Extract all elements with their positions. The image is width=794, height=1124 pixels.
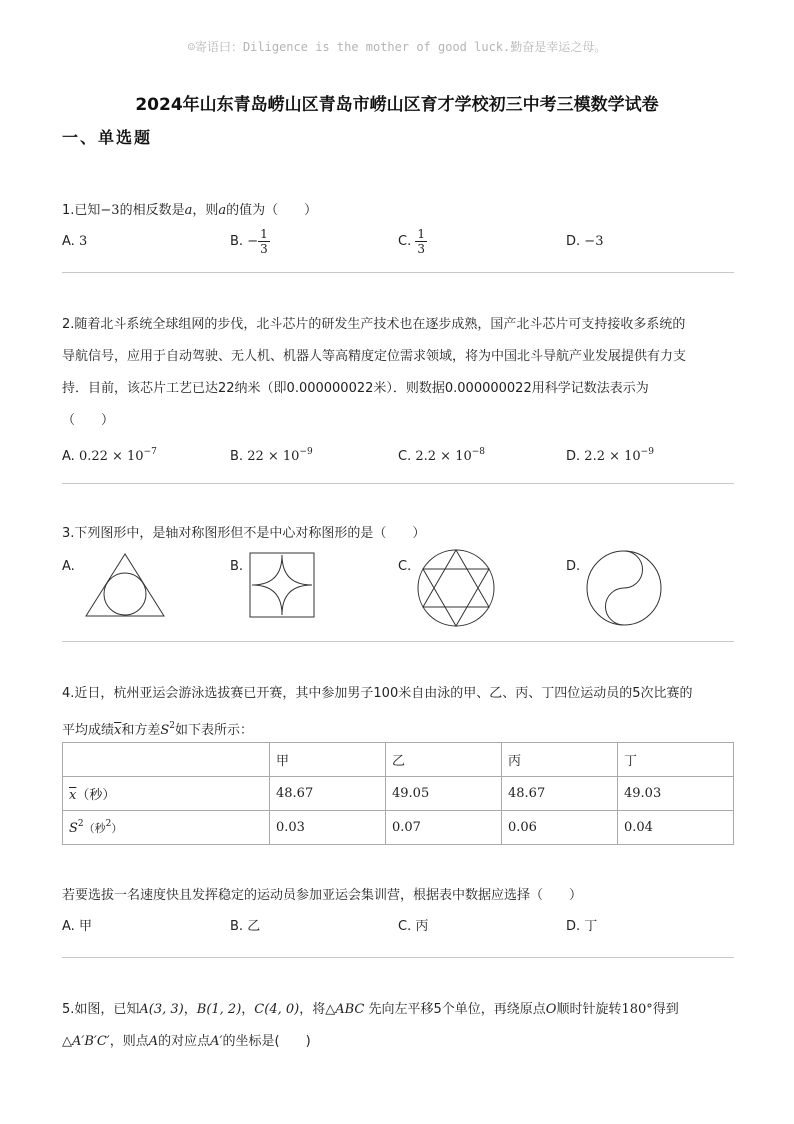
figure-yin-yang-curve[interactable] [584, 548, 664, 628]
option-base: 2.2 × 10 [415, 449, 472, 464]
option-c[interactable] [398, 226, 427, 258]
q2-line: （ ） [62, 413, 115, 428]
q4-text: 如下表所示： [175, 723, 254, 738]
option-label: D. [566, 234, 581, 249]
question-divider [62, 641, 734, 642]
option-c-label[interactable]: C. [398, 559, 412, 574]
option-c[interactable] [398, 436, 485, 473]
xbar-symbol: $\overline{x}$ [114, 723, 122, 738]
option-d[interactable] [566, 436, 654, 473]
question-1-options [62, 226, 734, 258]
q1-text-mid2: ，则 [192, 203, 219, 218]
option-label: C. [398, 449, 412, 464]
table-cell: 48.67 [270, 777, 386, 811]
table-cell: 0.06 [502, 811, 618, 845]
q2-line: 导航信号，应用于自动驾驶、无人机、机器人等高精度定位需求领域，将为中国北斗导航产业发展提供有力支 [62, 349, 687, 364]
q4-line: 4.近日，杭州亚运会游泳选拔赛已开赛，其中参加男子100米自由泳的甲、乙、丙、丁四位运动员的5次比赛的 [62, 686, 693, 701]
square-shape [250, 553, 314, 617]
option-a-label[interactable]: A. [62, 559, 75, 574]
point-a: A [148, 1034, 159, 1049]
q1-text-mid: 的相反数是 [119, 203, 185, 218]
origin-o: O [545, 1002, 557, 1017]
row-label [63, 777, 270, 811]
q5-line [62, 994, 734, 1026]
option-base: 2.2 × 10 [584, 449, 641, 464]
option-d-label[interactable]: D. [566, 559, 581, 574]
triangle-up [423, 550, 489, 607]
table-header-cell: 丁 [618, 743, 734, 777]
triangle-down [423, 569, 489, 626]
point-b: B(1, 2) [196, 1002, 242, 1017]
circle-shape [104, 573, 146, 615]
q2-line: 持．目前，该芯片工艺已达22纳米（即0.000000022米）．则数据0.000000022用科学记数法表示为 [62, 381, 649, 396]
question-4-stem [62, 678, 734, 747]
option-label: B. [230, 234, 244, 249]
question-4-options [62, 911, 734, 943]
denominator: 3 [260, 242, 268, 256]
unit-text: ） [111, 822, 123, 835]
xbar-symbol: $\overline{x}$ [69, 788, 77, 803]
q5-text: ， [241, 1002, 255, 1017]
unit-text: （秒 [83, 822, 106, 835]
table-header-cell: 乙 [386, 743, 502, 777]
question-1-stem [62, 195, 734, 227]
denominator: 3 [417, 242, 425, 256]
q5-text: 5.如图，已知 [62, 1002, 140, 1017]
unit-text: （秒） [76, 788, 116, 803]
table-header-row [63, 743, 734, 777]
option-b-label[interactable]: B. [230, 559, 244, 574]
table-cell: 0.03 [270, 811, 386, 845]
table-cell: 48.67 [502, 777, 618, 811]
option-value: 丙 [415, 919, 429, 934]
option-c[interactable] [398, 911, 428, 943]
table-cell: 49.03 [618, 777, 734, 811]
option-b[interactable] [230, 911, 260, 943]
q4-text: 平均成绩 [62, 723, 115, 738]
fraction [258, 227, 270, 256]
option-exponent: −7 [143, 447, 157, 457]
option-d[interactable] [566, 226, 603, 258]
option-value: 乙 [247, 919, 261, 934]
question-4-prompt: 若要选拔一名速度快且发挥稳定的运动员参加亚运会集训营，根据表中数据应选择（ ） [62, 888, 583, 903]
option-exponent: −9 [640, 447, 654, 457]
option-label: A. [62, 919, 75, 934]
table-header-cell: 甲 [270, 743, 386, 777]
option-b[interactable] [230, 436, 313, 473]
table-row [63, 777, 734, 811]
q5-text: 的对应点 [158, 1034, 211, 1049]
table-header-cell [63, 743, 270, 777]
q5-text: 得到 [652, 1002, 679, 1017]
triangle-shape [86, 554, 164, 616]
motto-header: ☺寄语曰：Diligence is the mother of good luck.勤奋是幸运之母。 [187, 40, 607, 54]
option-sign: − [247, 234, 259, 249]
option-label: C. [398, 234, 412, 249]
s-symbol: S [160, 723, 170, 738]
option-value: 3 [78, 234, 88, 249]
numerator: 1 [260, 227, 268, 241]
q5-text: 顺时针旋转 [556, 1002, 622, 1017]
q1-var: a [184, 203, 193, 218]
q4-text: 和方差 [121, 723, 161, 738]
option-a[interactable] [62, 911, 92, 943]
q1-text-post: 的值为（ ） [226, 203, 318, 218]
figure-square-star[interactable] [248, 551, 316, 619]
point-c: C(4, 0) [254, 1002, 300, 1017]
question-2-stem [62, 309, 734, 437]
exponent: 2 [169, 721, 176, 731]
figure-triangle-circle[interactable] [80, 550, 170, 620]
option-label: D. [566, 449, 581, 464]
point-a-prime: A′ [210, 1034, 223, 1049]
option-label: A. [62, 449, 75, 464]
q5-text: ， [183, 1002, 197, 1017]
page-title: 2024年山东青岛崂山区青岛市崂山区育才学校初三中考三模数学试卷 [135, 95, 659, 115]
table-row [63, 811, 734, 845]
exponent: 2 [77, 819, 84, 829]
table-cell: 0.04 [618, 811, 734, 845]
option-exponent: −9 [299, 447, 313, 457]
table-cell: 0.07 [386, 811, 502, 845]
q1-number: −3 [100, 203, 120, 218]
option-label: D. [566, 919, 581, 934]
question-divider [62, 272, 734, 273]
option-exponent: −8 [471, 447, 486, 457]
option-value: 甲 [78, 919, 92, 934]
triangle-image: △A′B′C′ [62, 1034, 110, 1049]
question-divider [62, 957, 734, 958]
q5-text: 先向左平移5个单位，再绕原点 [364, 1002, 546, 1017]
question-divider [62, 483, 734, 484]
triangle-abc: △ABC [325, 1002, 365, 1017]
row-label [63, 811, 270, 845]
s-symbol: S [69, 821, 78, 836]
option-b[interactable] [230, 226, 270, 258]
star-outline [252, 555, 312, 615]
angle-value: 180° [621, 1002, 653, 1017]
option-label: A. [62, 234, 75, 249]
fraction [415, 227, 427, 256]
section-heading: 一、单选题 [62, 128, 153, 147]
option-base: 22 × 10 [247, 449, 300, 464]
option-d[interactable] [566, 911, 597, 943]
table-header-cell: 丙 [502, 743, 618, 777]
question-2-options [62, 436, 734, 468]
question-3-stem: 3.下列图形中，是轴对称图形但不是中心对称图形的是（ ） [62, 526, 426, 541]
option-a[interactable] [62, 226, 87, 258]
option-label: B. [230, 449, 244, 464]
option-value: −3 [584, 234, 604, 249]
question-5-stem [62, 994, 734, 1058]
q5-text: ，则点 [109, 1034, 149, 1049]
option-label: C. [398, 919, 412, 934]
circle-shape [418, 550, 494, 626]
s-curve [606, 551, 643, 625]
table-cell: 49.05 [386, 777, 502, 811]
q2-line: 2.随着北斗系统全球组网的步伐，北斗芯片的研发生产技术也在逐步成熟，国产北斗芯片可支持接收多系统的 [62, 317, 686, 332]
option-a[interactable] [62, 436, 157, 473]
q5-text: ，将 [299, 1002, 326, 1017]
score-table [62, 742, 734, 845]
option-value: 丁 [584, 919, 598, 934]
q5-line [62, 1026, 734, 1058]
option-base: 0.22 × 10 [78, 449, 144, 464]
point-a: A(3, 3) [139, 1002, 184, 1017]
numerator: 1 [417, 227, 425, 241]
q1-var2: a [218, 203, 227, 218]
option-label: B. [230, 919, 244, 934]
q1-text: 1.已知 [62, 203, 101, 218]
figure-hexagram-circle[interactable] [416, 548, 496, 628]
q5-text: 的坐标是( ) [222, 1034, 311, 1049]
exponent: 2 [105, 819, 112, 829]
